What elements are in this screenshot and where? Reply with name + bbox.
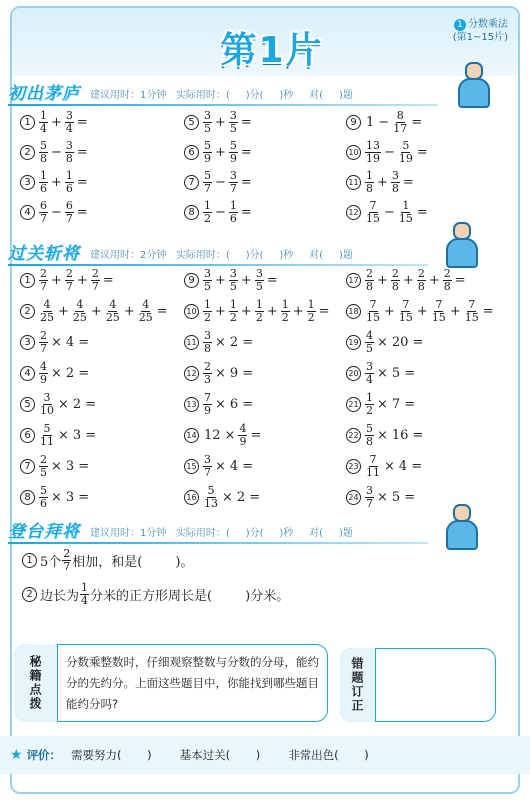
operator: + (428, 273, 440, 288)
arithmetic-problem (20, 330, 91, 355)
word-problem-2: 2 边长为 $\frac{1}{4}$ 分米的正方形周长是( )分米。 (22, 582, 289, 607)
operator: + (51, 273, 62, 288)
fraction: $\frac{4}{25}$ (138, 298, 153, 324)
arithmetic-problem (346, 268, 468, 293)
operator: × (377, 397, 388, 412)
section-1-divider (8, 104, 438, 106)
fraction: $\frac{1}{6}$ (40, 169, 47, 195)
section-3-hint: 建议用时：1分钟 实际用时：( )分( )秒 对( )题 (90, 528, 353, 539)
warrior-icon (440, 222, 480, 266)
operator: × (51, 366, 62, 381)
arithmetic-problem (184, 140, 254, 165)
operator: × (377, 366, 388, 381)
star-icon: ★ (10, 747, 23, 763)
operator: × (51, 459, 62, 474)
operator: × (222, 490, 233, 505)
fraction: $\frac{5}{9}$ (229, 139, 237, 165)
arithmetic-problem (184, 200, 254, 225)
fraction: $\frac{4}{25}$ (105, 298, 120, 324)
fraction: $\frac{1}{2}$ (204, 298, 211, 324)
operator: = (78, 335, 90, 350)
fraction: $\frac{4}{25}$ (40, 298, 54, 324)
operator: = (454, 273, 466, 288)
fraction: $\frac{4}{25}$ (72, 298, 87, 324)
operator: = (85, 397, 97, 412)
operator: 1 (366, 115, 375, 130)
fraction: $\frac{5}{8}$ (366, 422, 373, 448)
operator: = (482, 304, 494, 319)
correction-label: 错题订正 (340, 648, 376, 722)
operator: × (384, 459, 395, 474)
integer: 4 (398, 459, 408, 474)
fraction: $\frac{2}{7}$ (65, 267, 73, 293)
operator: + (240, 304, 252, 319)
fraction: $\frac{3}{10}$ (40, 391, 54, 417)
fraction: $\frac{3}{8}$ (204, 329, 211, 355)
warrior-icon (440, 504, 480, 548)
problem-number: 23 (346, 459, 361, 474)
operator: = (249, 490, 261, 505)
fraction: $\frac{1}{4}$ (81, 581, 89, 607)
fraction: $\frac{1}{2}$ (307, 298, 315, 324)
fraction: $\frac{2}{8}$ (443, 267, 451, 293)
operator: + (58, 304, 69, 319)
operator: = (78, 490, 90, 505)
arithmetic-problem (20, 170, 90, 195)
problem-number: 21 (346, 397, 361, 412)
operator: = (76, 175, 88, 190)
section-3-header (8, 518, 353, 542)
operator: + (51, 115, 62, 130)
operator: − (378, 115, 390, 130)
fraction: $\frac{4}{5}$ (366, 329, 373, 355)
operator: × (377, 490, 388, 505)
operator: × (215, 335, 226, 350)
operator: + (266, 304, 278, 319)
arithmetic-problem (20, 200, 90, 225)
evaluation-label: 评价： (26, 748, 62, 762)
arithmetic-problem (184, 330, 255, 355)
fraction: $\frac{2}{8}$ (366, 267, 373, 293)
operator: = (318, 304, 330, 319)
operator: + (76, 273, 88, 288)
problem-number: 7 (184, 175, 199, 190)
operator: = (240, 145, 252, 160)
fraction: $\frac{1}{6}$ (65, 169, 73, 195)
arithmetic-problem (20, 485, 91, 510)
integer: 5 (391, 366, 401, 381)
operator: = (416, 205, 428, 220)
integer: 20 (391, 335, 409, 350)
evaluation-option-pass[interactable]: 基本过关( ) (179, 748, 261, 762)
problem-number: 3 (20, 175, 35, 190)
fraction: $\frac{2}{7}$ (40, 267, 47, 293)
fraction: $\frac{5}{11}$ (40, 422, 54, 448)
problem-number: 12 (184, 366, 199, 381)
warrior-icon (452, 62, 492, 106)
evaluation-bar (0, 736, 530, 774)
fraction: $\frac{7}{15}$ (366, 298, 380, 324)
arithmetic-problem (184, 268, 280, 293)
operator: + (377, 273, 388, 288)
operator: × (51, 335, 62, 350)
arithmetic-problem (184, 110, 254, 135)
arithmetic-problem (184, 170, 254, 195)
integer: 6 (229, 397, 239, 412)
fraction: $\frac{7}{15}$ (431, 298, 446, 324)
fraction: $\frac{5}{8}$ (40, 139, 47, 165)
integer: 3 (65, 490, 75, 505)
fraction: $\frac{3}{7}$ (229, 169, 237, 195)
operator: + (123, 304, 135, 319)
integer: 16 (391, 428, 409, 443)
operator: + (51, 175, 62, 190)
problem-number: 10 (184, 304, 199, 319)
operator: + (416, 304, 428, 319)
fraction: $\frac{3}{5}$ (229, 109, 237, 135)
problem-number: 15 (184, 459, 199, 474)
problem-number: 13 (184, 397, 199, 412)
tip-text: 分数乘整数时，仔细观察整数与分数的分母，能约分的先约分。上面这些题目中，你能找到哪些题目能约分吗? (66, 655, 319, 711)
fraction: $\frac{3}{5}$ (229, 267, 237, 293)
operator: + (449, 304, 461, 319)
operator: = (242, 335, 254, 350)
tip-label: 秘籍点拨 (14, 644, 58, 722)
problem-number: 12 (346, 205, 361, 220)
arithmetic-problem (20, 110, 90, 135)
arithmetic-problem (346, 110, 424, 135)
fraction: $\frac{2}{8}$ (417, 267, 425, 293)
fraction: $\frac{3}{5}$ (204, 267, 211, 293)
operator: 12 (204, 428, 221, 443)
integer: 2 (229, 335, 239, 350)
fraction: $\frac{3}{8}$ (391, 169, 399, 195)
operator: × (215, 397, 226, 412)
fraction: $\frac{6}{7}$ (40, 199, 47, 225)
fraction: $\frac{5}{7}$ (204, 169, 211, 195)
arithmetic-problem (20, 454, 91, 479)
arithmetic-problem (346, 454, 424, 479)
problem-number: 6 (20, 428, 35, 443)
operator: = (240, 175, 252, 190)
operator: = (242, 459, 254, 474)
arithmetic-problem (346, 330, 425, 355)
integer: 3 (72, 428, 82, 443)
integer: 2 (72, 397, 82, 412)
problem-number: 1 (22, 553, 37, 568)
problem-number: 5 (20, 397, 35, 412)
arithmetic-problem (346, 170, 416, 195)
problem-number: 1 (20, 115, 35, 130)
fraction: $\frac{2}{8}$ (391, 267, 399, 293)
word-problem-1: 1 5个 $\frac{2}{7}$ 相加，和是( )。 (22, 548, 193, 573)
operator: + (377, 175, 388, 190)
operator: − (51, 205, 62, 220)
operator: − (215, 205, 226, 220)
operator: × (58, 397, 69, 412)
fraction: $\frac{3}{5}$ (204, 109, 211, 135)
operator: = (76, 115, 88, 130)
operator: = (411, 459, 423, 474)
operator: + (215, 115, 226, 130)
section-2-divider (8, 264, 428, 266)
arithmetic-problem (346, 485, 417, 510)
fraction: $\frac{1}{8}$ (366, 169, 373, 195)
problem-number: 19 (346, 335, 361, 350)
operator: × (377, 335, 388, 350)
section-1-hint: 建议用时：1分钟 实际用时：( )分( )秒 对( )题 (90, 90, 353, 101)
fraction: $\frac{2}{3}$ (204, 360, 211, 386)
problem-number: 4 (20, 205, 35, 220)
operator: × (51, 490, 62, 505)
fraction: $\frac{5}{19}$ (398, 139, 413, 165)
operator: = (242, 366, 254, 381)
arithmetic-problem (184, 361, 255, 386)
integer: 7 (391, 397, 401, 412)
topic-tag (453, 18, 508, 44)
problem-number: 7 (20, 459, 35, 474)
problem-number: 17 (346, 273, 361, 288)
operator: + (384, 304, 395, 319)
operator: = (102, 273, 114, 288)
operator: = (242, 397, 254, 412)
operator: = (404, 366, 416, 381)
section-1-header (8, 80, 353, 104)
problem-number: 3 (20, 335, 35, 350)
fraction: $\frac{7}{15}$ (398, 298, 413, 324)
operator: + (90, 304, 102, 319)
problem-number: 5 (184, 115, 199, 130)
operator: × (215, 366, 226, 381)
operator: = (76, 205, 88, 220)
arithmetic-problem (184, 299, 332, 324)
operator: = (78, 366, 90, 381)
integer: 5 (391, 490, 401, 505)
section-2-name: 过关斩将 (8, 244, 80, 264)
topic-range: (第1~15片) (452, 32, 508, 43)
arithmetic-problem (346, 361, 417, 386)
section-2-header (8, 240, 353, 264)
fraction: $\frac{2}{7}$ (40, 329, 47, 355)
section-3-divider (8, 542, 428, 544)
fraction: $\frac{1}{15}$ (398, 199, 413, 225)
problem-number: 22 (346, 428, 361, 443)
topic-name: 分数乘法 (468, 19, 508, 30)
problem-number: 9 (184, 273, 199, 288)
problem-number: 6 (184, 145, 199, 160)
fraction: $\frac{3}{4}$ (366, 360, 373, 386)
arithmetic-problem (20, 140, 90, 165)
fraction: $\frac{7}{11}$ (366, 453, 380, 479)
section-2-hint: 建议用时：2分钟 实际用时：( )分( )秒 对( )题 (90, 250, 353, 261)
problem-number: 14 (184, 428, 199, 443)
fraction: $\frac{1}{2}$ (281, 298, 289, 324)
operator: = (412, 335, 424, 350)
problem-number: 10 (346, 145, 361, 160)
arithmetic-problem (184, 454, 255, 479)
arithmetic-problem (346, 392, 417, 417)
fraction: $\frac{6}{7}$ (65, 199, 73, 225)
fraction: $\frac{5}{6}$ (40, 484, 47, 510)
operator: + (215, 273, 226, 288)
operator: − (51, 145, 62, 160)
integer: 9 (229, 366, 239, 381)
problem-number: 18 (346, 304, 361, 319)
fraction: $\frac{2}{7}$ (91, 267, 99, 293)
arithmetic-problem (346, 140, 430, 165)
operator: + (402, 273, 414, 288)
operator: + (292, 304, 304, 319)
integer: 2 (65, 366, 75, 381)
operator: = (412, 428, 424, 443)
operator: = (76, 145, 88, 160)
operator: × (224, 428, 236, 443)
fraction: $\frac{2}{5}$ (40, 453, 47, 479)
problem-number: 11 (346, 175, 361, 190)
operator: + (215, 304, 226, 319)
problem-number: 1 (20, 273, 35, 288)
arithmetic-problem (346, 423, 425, 448)
problem-number: 2 (22, 587, 37, 602)
fraction: $\frac{7}{9}$ (204, 391, 211, 417)
fraction: $\frac{1}{4}$ (40, 109, 47, 135)
fraction: $\frac{1}{2}$ (229, 298, 237, 324)
operator: = (411, 115, 423, 130)
section-1-name: 初出茅庐 (8, 84, 80, 104)
fraction: $\frac{3}{5}$ (255, 267, 263, 293)
fraction: $\frac{4}{9}$ (239, 422, 247, 448)
operator: = (250, 428, 262, 443)
fraction: $\frac{2}{7}$ (63, 547, 71, 573)
fraction: $\frac{1}{6}$ (229, 199, 237, 225)
arithmetic-problem (20, 268, 116, 293)
problem-number: 4 (20, 366, 35, 381)
fraction: $\frac{7}{15}$ (464, 298, 479, 324)
arithmetic-problem (20, 392, 98, 417)
arithmetic-problem (20, 299, 170, 324)
fraction: $\frac{5}{13}$ (204, 484, 218, 510)
problem-number: 2 (20, 304, 35, 319)
fraction: $\frac{8}{17}$ (393, 109, 408, 135)
fraction: $\frac{3}{7}$ (204, 453, 211, 479)
problem-number: 24 (346, 490, 361, 505)
fraction: $\frac{3}{4}$ (65, 109, 73, 135)
topic-number: 1 (454, 19, 466, 31)
operator: = (78, 459, 90, 474)
operator: + (215, 145, 226, 160)
operator: = (402, 175, 414, 190)
problem-number: 8 (184, 205, 199, 220)
evaluation-option-excellent[interactable]: 非常出色( ) (288, 748, 369, 762)
operator: = (404, 397, 416, 412)
operator: × (377, 428, 388, 443)
operator: − (215, 175, 226, 190)
fraction: $\frac{13}{19}$ (366, 139, 380, 165)
operator: = (240, 205, 252, 220)
operator: × (215, 459, 226, 474)
fraction: $\frac{1}{2}$ (255, 298, 263, 324)
integer: 3 (65, 459, 75, 474)
fraction: $\frac{1}{2}$ (366, 391, 373, 417)
fraction: $\frac{5}{9}$ (204, 139, 211, 165)
integer: 4 (65, 335, 75, 350)
arithmetic-problem (184, 485, 262, 510)
evaluation-option-needs-work[interactable]: 需要努力( ) (71, 748, 152, 762)
operator: = (404, 490, 416, 505)
fraction: $\frac{4}{9}$ (40, 360, 47, 386)
fraction: $\frac{1}{2}$ (204, 199, 211, 225)
problem-number: 11 (184, 335, 199, 350)
section-3-name: 登台拜将 (8, 522, 80, 542)
arithmetic-problem (20, 361, 91, 386)
arithmetic-problem (184, 423, 263, 448)
operator: − (384, 145, 395, 160)
arithmetic-problem (20, 423, 98, 448)
integer: 2 (236, 490, 246, 505)
problem-number: 20 (346, 366, 361, 381)
operator: = (240, 115, 252, 130)
page-title: 第1片 (220, 30, 324, 71)
problem-number: 16 (184, 490, 199, 505)
operator: = (266, 273, 278, 288)
fraction: $\frac{7}{15}$ (366, 199, 380, 225)
problem-number: 8 (20, 490, 35, 505)
arithmetic-problem (346, 200, 430, 225)
arithmetic-problem (184, 392, 255, 417)
problem-number: 2 (20, 145, 35, 160)
operator: − (384, 205, 395, 220)
fraction: $\frac{3}{8}$ (65, 139, 73, 165)
integer: 4 (229, 459, 239, 474)
operator: = (85, 428, 97, 443)
operator: = (416, 145, 428, 160)
fraction: $\frac{3}{7}$ (366, 484, 373, 510)
operator: = (156, 304, 168, 319)
problem-number: 9 (346, 115, 361, 130)
operator: × (58, 428, 69, 443)
operator: + (240, 273, 252, 288)
arithmetic-problem (346, 299, 496, 324)
